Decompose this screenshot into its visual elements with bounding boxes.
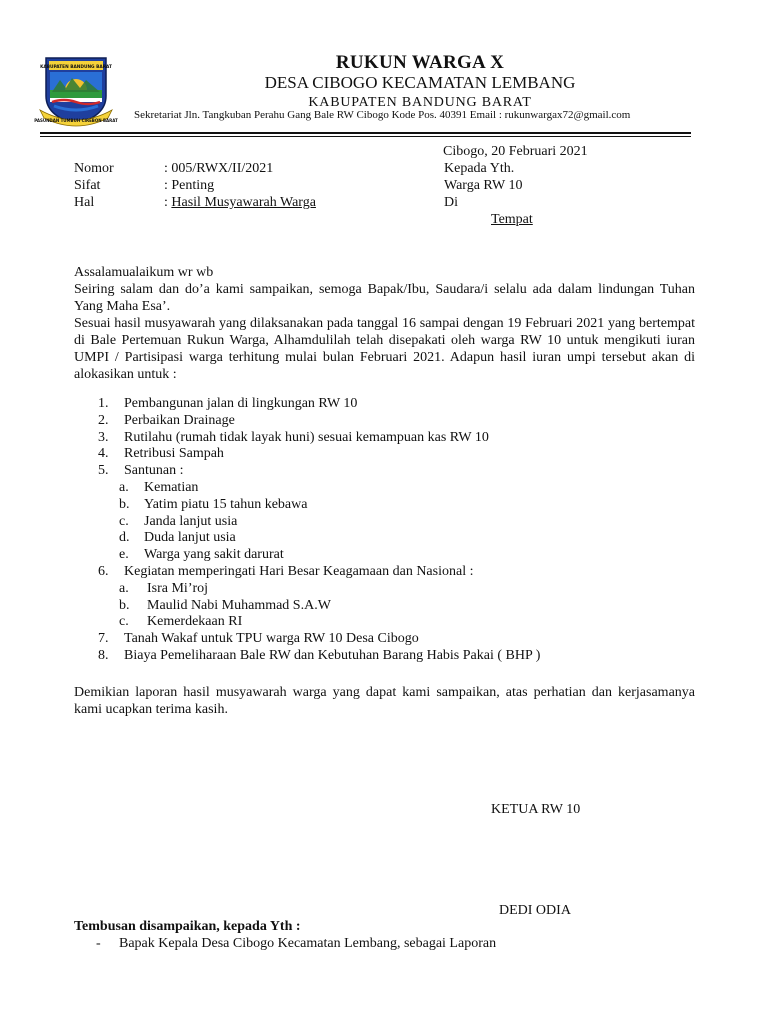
org-subtitle: DESA CIBOGO KECAMATAN LEMBANG bbox=[264, 73, 576, 92]
subject-text: Hasil Musyawarah Warga bbox=[171, 195, 316, 210]
cc-title: Tembusan disampaikan, kepada Yth : bbox=[74, 919, 301, 934]
body-paragraph-1: Seiring salam dan do’a kami sampaikan, semoga Bapak/Ibu, Saudara/i selalu ada dalam lindungan Tuhan Yang Maha Esa’. bbox=[74, 282, 695, 314]
org-region: KABUPATEN BANDUNG BARAT bbox=[308, 95, 532, 110]
sub-list-item: c. Kemerdekaan RI bbox=[119, 614, 243, 630]
list-item: 6. Kegiatan memperingati Hari Besar Keagamaan dan Nasional : bbox=[98, 563, 474, 579]
recipient-place: Tempat bbox=[491, 212, 533, 227]
svg-text:PASUNDAN TUMBUH CIREBON BARAT: PASUNDAN TUMBUH CIREBON BARAT bbox=[34, 118, 118, 123]
signature-role: KETUA RW 10 bbox=[491, 802, 581, 817]
header-rule-thick bbox=[40, 132, 691, 134]
signature-name: DEDI ODIA bbox=[499, 903, 571, 918]
recipient-line-2: Warga RW 10 bbox=[444, 178, 523, 193]
sub-list-item: a. Kematian bbox=[119, 479, 199, 495]
place-date: Cibogo, 20 Februari 2021 bbox=[443, 144, 588, 159]
sub-list-item: d. Duda lanjut usia bbox=[119, 530, 236, 546]
cc-item: Bapak Kepala Desa Cibogo Kecamatan Lembang, sebagai Laporan bbox=[119, 936, 497, 951]
cc-bullet: - bbox=[96, 936, 101, 951]
allocation-list bbox=[74, 396, 634, 665]
body-paragraph-2: Sesuai hasil musyawarah yang dilaksanakan pada tanggal 16 sampai dengan 19 Februari 2021 yang bertempat di Bale Pertemuan Rukun Warga, Alhamdulilah telah disepakati oleh warga RW 10 untuk mengikuti iuran UMPI / Partisipasi warga terhitung mulai bulan Februari 2021. Adapun hasil iuran umpi tersebut akan di alokasikan untuk : bbox=[74, 316, 695, 382]
meta-value-hal: : Hasil Musyawarah Warga bbox=[164, 195, 316, 210]
sub-list-item: b. Maulid Nabi Muhammad S.A.W bbox=[119, 597, 331, 613]
list-item: 2. Perbaikan Drainage bbox=[98, 412, 235, 428]
list-item: 8. Biaya Pemeliharaan Bale RW dan Kebutuhan Barang Habis Pakai ( BHP ) bbox=[98, 647, 541, 663]
org-address: Sekretariat Jln. Tangkuban Perahu Gang Bale RW Cibogo Kode Pos. 40391 Email : rukunwargax72@gmail.com bbox=[134, 109, 631, 121]
sub-list-item: b. Yatim piatu 15 tahun kebawa bbox=[119, 496, 308, 512]
recipient-line-3: Di bbox=[444, 195, 458, 210]
list-item: 5. Santunan : bbox=[98, 463, 184, 479]
list-item: 1. Pembangunan jalan di lingkungan RW 10 bbox=[98, 396, 358, 411]
sub-list-item: a. Isra Mi’roj bbox=[119, 580, 209, 596]
list-item: 4. Retribusi Sampah bbox=[98, 446, 224, 462]
greeting: Assalamualaikum wr wb bbox=[74, 265, 214, 280]
list-item: 3. Rutilahu (rumah tidak layak huni) sesuai kemampuan kas RW 10 bbox=[98, 429, 489, 445]
emblem-logo bbox=[34, 52, 118, 128]
sub-list-item: e. Warga yang sakit darurat bbox=[119, 547, 284, 563]
recipient-line-1: Kepada Yth. bbox=[444, 161, 515, 176]
meta-value-nomor: : 005/RWX/II/2021 bbox=[164, 161, 274, 176]
org-title: RUKUN WARGA X bbox=[335, 52, 505, 73]
svg-text:KABUPATEN BANDUNG BARAT: KABUPATEN BANDUNG BARAT bbox=[40, 65, 112, 70]
meta-value-sifat: : Penting bbox=[164, 178, 215, 193]
meta-label-sifat: Sifat bbox=[74, 178, 101, 193]
closing-paragraph: Demikian laporan hasil musyawarah warga yang dapat kami sampaikan, atas perhatian dan kerjasamanya kami ucapkan terima kasih. bbox=[74, 685, 695, 717]
list-item: 7. Tanah Wakaf untuk TPU warga RW 10 Desa Cibogo bbox=[98, 631, 419, 647]
meta-label-nomor: Nomor bbox=[74, 161, 114, 176]
header-rule-thin bbox=[40, 136, 691, 137]
meta-label-hal: Hal bbox=[74, 195, 95, 210]
sub-list-item: c. Janda lanjut usia bbox=[119, 513, 238, 529]
